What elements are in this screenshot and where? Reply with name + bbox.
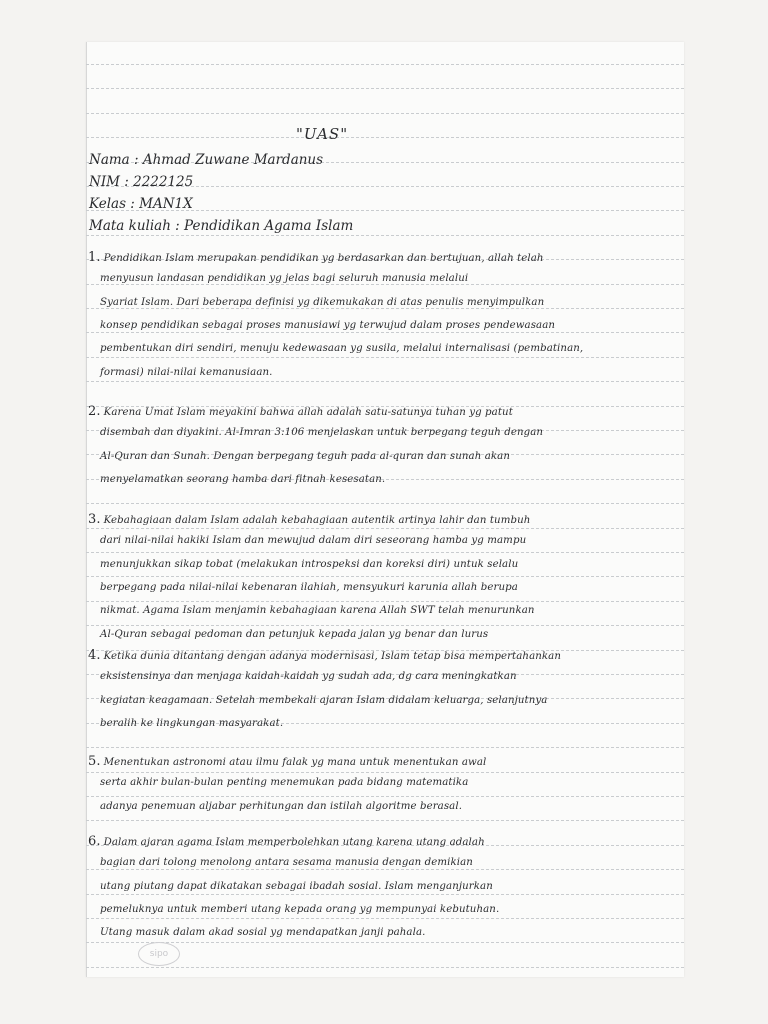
answer-text: Dalam ajaran agama Islam memperbolehkan utang karena utang adalah: [103, 837, 485, 848]
ruled-line: [86, 64, 684, 66]
answer-line: [100, 582, 678, 593]
answer-line: [88, 250, 678, 265]
answer-text: berpegang pada nilai-nilai kebenaran ilahiah, mensyukuri karunia allah berupa: [100, 581, 518, 593]
ruled-line: [86, 235, 684, 237]
ruled-line: [86, 357, 684, 359]
answer-text: nikmat. Agama Islam menjamin kebahagiaan karena Allah SWT telah menurunkan: [100, 605, 535, 617]
answer-line: [88, 834, 678, 849]
ruled-line: [86, 942, 684, 944]
answer-text: Pendidikan Islam merupakan pendidikan yg berdasarkan dan bertujuan, allah telah: [103, 253, 544, 264]
answer-text: Karena Umat Islam meyakini bahwa allah adalah satu-satunya tuhan yg patut: [103, 407, 513, 418]
answer-line: [100, 343, 678, 354]
answer-text: dari nilai-nilai hakiki Islam dan mewujud dalam diri seseorang hamba yg mampu: [100, 535, 527, 547]
answer-line: [100, 273, 678, 284]
answer-line: [100, 535, 678, 546]
answer-line: [100, 629, 678, 640]
answer-line: [100, 671, 678, 682]
answer-line: [100, 857, 678, 868]
answer-line: [100, 474, 678, 485]
answer-number: 2.: [88, 404, 101, 419]
answer-text: bagian dari tolong menolong antara sesama manusia dengan demikian: [100, 857, 473, 869]
answer-text: serta akhir bulan-bulan penting menemukan pada bidang matematika: [100, 777, 469, 789]
ruled-line: [86, 918, 684, 920]
ruled-line: [86, 528, 684, 530]
student-class: Kelas : MAN1X: [89, 196, 193, 212]
answer-line: [100, 801, 678, 812]
answer-line: [100, 451, 678, 462]
answer-text: menunjukkan sikap tobat (melakukan introspeksi dan koreksi diri) untuk selalu: [100, 558, 519, 570]
answer-text: Ketika dunia ditantang dengan adanya modernisasi, Islam tetap bisa mempertahankan: [103, 651, 562, 662]
answer-text: utang piutang dapat dikatakan sebagai ibadah sosial. Islam menganjurkan: [100, 880, 493, 892]
notebook-page: [86, 42, 684, 977]
answer-text: adanya penemuan aljabar perhitungan dan istilah algoritme berasal.: [100, 800, 463, 812]
answer-line: [100, 927, 678, 938]
ruled-line: [86, 625, 684, 627]
ruled-line: [86, 894, 684, 896]
ruled-line: [86, 967, 684, 969]
answer-number: 5.: [88, 754, 101, 769]
answer-text: disembah dan diyakini. Al-Imran 3:106 menjelaskan untuk berpegang teguh dengan: [100, 427, 544, 439]
answer-number: 1.: [88, 250, 101, 265]
ruled-line: [86, 503, 684, 505]
answer-line: [100, 427, 678, 438]
answer-text: eksistensinya dan menjaga kaidah-kaidah yg sudah ada, dg cara meningkatkan: [100, 671, 517, 683]
answer-text: menyusun landasan pendidikan yg jelas bagi seluruh manusia melalui: [100, 273, 469, 285]
answer-line: [100, 297, 678, 308]
ruled-line: [86, 137, 684, 139]
answer-line: [100, 881, 678, 892]
answer-text: Syariat Islam. Dari beberapa definisi yg dikemukakan di atas penulis menyimpulkan: [100, 296, 545, 308]
ruled-line: [86, 796, 684, 798]
answer-line: [88, 404, 678, 419]
answer-text: Al-Quran sebagai pedoman dan petunjuk kepada jalan yg benar dan lurus: [100, 628, 489, 640]
answer-text: konsep pendidikan sebagai proses manusiawi yg terwujud dalam proses pendewasaan: [100, 319, 556, 331]
answer-text: Menentukan astronomi atau ilmu falak yg mana untuk menentukan awal: [103, 757, 487, 768]
answer-line: [100, 904, 678, 915]
ruled-line: [86, 308, 684, 310]
answer-text: pemeluknya untuk memberi utang kepada orang yg mempunyai kebutuhan.: [100, 903, 500, 915]
answer-line: [88, 648, 678, 663]
ruled-line: [86, 601, 684, 603]
answer-text: pembentukan diri sendiri, menuju kedewasaan yg susila, melalui internalisasi (pembatinan,: [100, 343, 584, 355]
answer-line: [100, 320, 678, 331]
ruled-line: [86, 747, 684, 749]
answer-line: [88, 512, 678, 527]
ruled-line: [86, 772, 684, 774]
sipo-watermark-stamp: sipo: [138, 942, 180, 966]
answer-text: formasi) nilai-nilai kemanusiaan.: [100, 366, 273, 378]
student-name: Nama : Ahmad Zuwane Mardanus: [89, 152, 324, 168]
answer-line: [100, 605, 678, 616]
answer-number: 4.: [88, 648, 101, 663]
course-name: Mata kuliah : Pendidikan Agama Islam: [89, 218, 354, 234]
ruled-line: [86, 552, 684, 554]
answer-text: Kebahagiaan dalam Islam adalah kebahagiaan autentik artinya lahir dan tumbuh: [103, 515, 531, 526]
answer-line: [100, 777, 678, 788]
answer-number: 6.: [88, 834, 101, 849]
answer-text: Al-Quran dan Sunah. Dengan berpegang teguh pada al-quran dan sunah akan: [100, 450, 510, 462]
answer-line: [100, 367, 678, 378]
answer-number: 3.: [88, 512, 101, 527]
answer-line: [100, 718, 678, 729]
answer-line: [100, 559, 678, 570]
ruled-line: [86, 576, 684, 578]
ruled-line: [86, 88, 684, 90]
answer-text: kegiatan keagamaan. Setelah membekali ajaran Islam didalam keluarga, selanjutnya: [100, 694, 548, 706]
page-margin-line: [86, 42, 87, 977]
answer-text: beralih ke lingkungan masyarakat.: [100, 717, 284, 729]
student-nim: NIM : 2222125: [89, 174, 194, 190]
ruled-line: [86, 820, 684, 822]
ruled-line: [86, 869, 684, 871]
ruled-line: [86, 332, 684, 334]
answer-line: [88, 754, 678, 769]
ruled-line: [86, 113, 684, 115]
answer-line: [100, 695, 678, 706]
page-title: "UAS": [296, 125, 349, 143]
answer-text: Utang masuk dalam akad sosial yg mendapatkan janji pahala.: [100, 927, 426, 939]
answer-text: menyelamatkan seorang hamba dari fitnah kesesatan.: [100, 473, 386, 485]
ruled-line: [86, 381, 684, 383]
